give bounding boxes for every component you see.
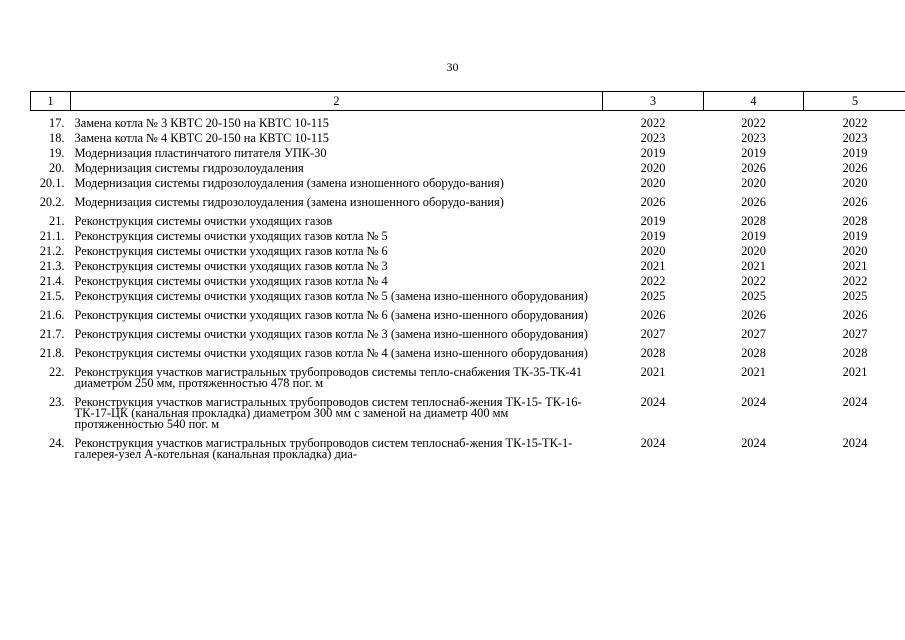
row-col4: 2020 [741, 244, 766, 258]
table-row [31, 194, 905, 213]
row-number: 22. [49, 365, 65, 379]
table-row [31, 213, 905, 228]
row-col5: 2023 [842, 131, 868, 145]
table-row [31, 130, 905, 145]
row-number: 21. [49, 214, 65, 228]
row-number: 21.2. [39, 244, 65, 258]
page-number: 30 [446, 60, 459, 74]
row-col3: 2024 [640, 436, 666, 450]
row-col3: 2028 [640, 346, 666, 360]
row-description: Реконструкция системы очистки уходящих газов котла № 4 (замена изно-шенного оборудования) [74, 346, 588, 360]
header-cell: 4 [704, 92, 804, 111]
row-col5: 2020 [842, 176, 868, 190]
table-row [31, 145, 905, 160]
header-row [31, 92, 905, 111]
row-col5: 2027 [842, 327, 868, 341]
header-cell: 3 [603, 92, 704, 111]
row-description: Реконструкция участков магистральных трубопроводов систем теплоснаб-жения ТК-15-ТК-1-галерея-узел А-котельная (канальная прокладка) диа- [74, 436, 573, 461]
row-number: 21.8. [39, 346, 65, 360]
row-col3: 2026 [640, 308, 666, 322]
row-number: 17. [49, 116, 65, 130]
table-row [31, 307, 905, 326]
row-col3: 2027 [640, 327, 666, 341]
row-col4: 2028 [741, 346, 766, 360]
row-description: Модернизация системы гидрозолоудаления (замена изношенного оборудо-вания) [74, 176, 504, 190]
row-description: Реконструкция системы очистки уходящих газов котла № 6 (замена изно-шенного оборудования) [74, 308, 588, 322]
header-cell: 2 [71, 92, 603, 111]
row-description: Реконструкция системы очистки уходящих газов котла № 5 [74, 229, 388, 243]
table-row [31, 243, 905, 258]
row-number: 23. [49, 395, 65, 409]
row-col5: 2022 [842, 274, 868, 288]
row-col5: 2021 [842, 259, 868, 273]
row-description: Реконструкция системы очистки уходящих газов котла № 3 [74, 259, 388, 273]
table-row [31, 111, 905, 131]
work-schedule-table [30, 91, 905, 461]
row-col3: 2026 [640, 195, 666, 209]
row-col4: 2022 [741, 274, 766, 288]
row-description: Реконструкция системы очистки уходящих газов котла № 3 (замена изно-шенного оборудования) [74, 327, 588, 341]
row-col5: 2025 [842, 289, 868, 303]
row-number: 21.4. [39, 274, 65, 288]
row-col4: 2027 [741, 327, 766, 341]
row-description: Реконструкция системы очистки уходящих газов котла № 5 (замена изно-шенного оборудования) [74, 289, 588, 303]
row-col5: 2028 [842, 214, 868, 228]
row-description: Замена котла № 4 КВТС 20-150 на КВТС 10-115 [74, 131, 329, 145]
row-col5: 2020 [842, 244, 868, 258]
row-col3: 2019 [640, 214, 666, 228]
row-col3: 2019 [640, 229, 666, 243]
row-description: Реконструкция системы очистки уходящих газов котла № 6 [74, 244, 388, 258]
row-number: 21.5. [39, 289, 65, 303]
row-col3: 2020 [640, 244, 666, 258]
row-col4: 2019 [741, 146, 766, 160]
row-description: Реконструкция системы очистки уходящих газов [74, 214, 333, 228]
row-description: Модернизация пластинчатого питателя УПК-30 [74, 146, 327, 160]
row-col3: 2020 [640, 161, 666, 175]
row-col3: 2022 [640, 274, 666, 288]
row-col4: 2026 [741, 308, 766, 322]
row-description: Реконструкция участков магистральных трубопроводов систем теплоснаб-жения ТК-15- ТК-16-ТК-17-ЦК (канальная прокладка) диаметром 300 мм с заменой на диаметр 400 мм протяженностью 540 пог. м [74, 395, 582, 431]
table-row [31, 258, 905, 273]
row-col4: 2021 [741, 365, 766, 379]
row-col5: 2026 [842, 161, 868, 175]
row-description: Модернизация системы гидрозолоудаления (замена изношенного оборудо-вания) [74, 195, 504, 209]
row-col4: 2024 [741, 395, 766, 409]
row-col5: 2021 [842, 365, 868, 379]
row-col5: 2028 [842, 346, 868, 360]
row-col4: 2020 [741, 176, 766, 190]
row-col5: 2019 [842, 229, 868, 243]
row-number: 20.2. [39, 195, 65, 209]
row-col4: 2021 [741, 259, 766, 273]
row-description: Реконструкция системы очистки уходящих газов котла № 4 [74, 274, 388, 288]
table-row [31, 394, 905, 435]
row-description: Замена котла № 3 КВТС 20-150 на КВТС 10-115 [74, 116, 329, 130]
table-row [31, 288, 905, 307]
row-col4: 2023 [741, 131, 766, 145]
row-col4: 2025 [741, 289, 766, 303]
row-description: Модернизация системы гидрозолоудаления [74, 161, 304, 175]
row-col3: 2020 [640, 176, 666, 190]
row-col4: 2028 [741, 214, 766, 228]
row-description: Реконструкция участков магистральных трубопроводов системы тепло-снабжения ТК-35-ТК-41 диаметром 250 мм, протяженностью 478 пог. м [74, 365, 583, 390]
row-col5: 2019 [842, 146, 868, 160]
row-number: 20. [49, 161, 65, 175]
row-number: 21.1. [39, 229, 65, 243]
row-number: 21.6. [39, 308, 65, 322]
header-cell: 5 [804, 92, 905, 111]
table-row [31, 326, 905, 345]
row-number: 24. [49, 436, 65, 450]
row-col3: 2021 [640, 259, 666, 273]
row-col3: 2023 [640, 131, 666, 145]
row-col3: 2019 [640, 146, 666, 160]
row-col4: 2024 [741, 436, 766, 450]
row-number: 20.1. [39, 176, 65, 190]
row-number: 18. [49, 131, 65, 145]
row-number: 19. [49, 146, 65, 160]
table-row [31, 160, 905, 175]
table-row [31, 273, 905, 288]
row-col4: 2026 [741, 195, 766, 209]
row-col3: 2022 [640, 116, 666, 130]
row-col4: 2019 [741, 229, 766, 243]
table-row [31, 175, 905, 194]
row-col5: 2026 [842, 308, 868, 322]
row-col3: 2025 [640, 289, 666, 303]
table-row [31, 364, 905, 394]
table-row [31, 345, 905, 364]
row-number: 21.3. [39, 259, 65, 273]
row-col4: 2026 [741, 161, 766, 175]
row-col3: 2024 [640, 395, 666, 409]
header-cell: 1 [31, 92, 71, 111]
row-number: 21.7. [39, 327, 65, 341]
row-col5: 2024 [842, 436, 868, 450]
row-col5: 2022 [842, 116, 868, 130]
row-col5: 2024 [842, 395, 868, 409]
row-col5: 2026 [842, 195, 868, 209]
row-col4: 2022 [741, 116, 766, 130]
table-row [31, 228, 905, 243]
row-col3: 2021 [640, 365, 666, 379]
table-row [31, 435, 905, 461]
